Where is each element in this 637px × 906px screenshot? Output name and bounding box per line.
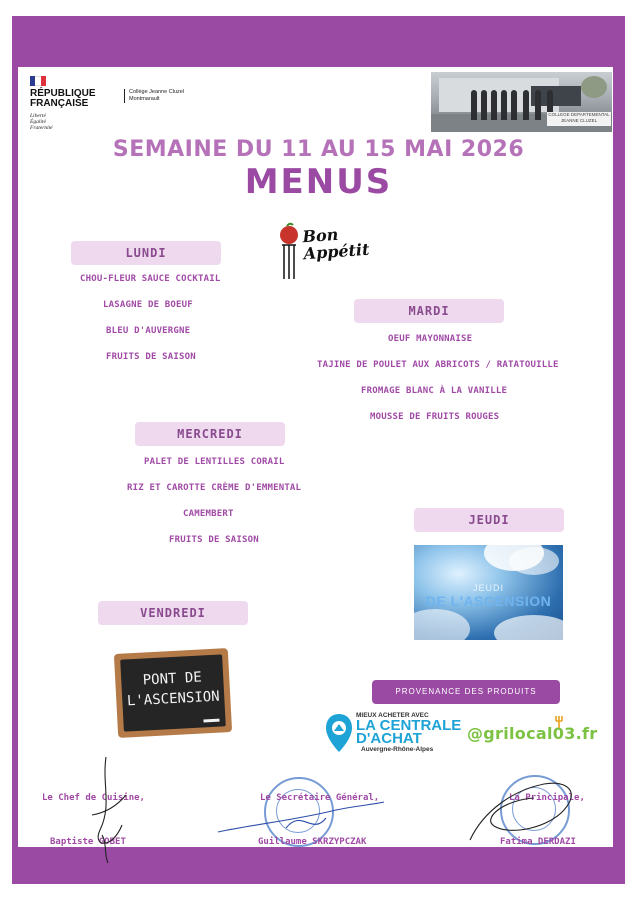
day-label-vendredi: VENDREDI [98,601,248,625]
mardi-item: FROMAGE BLANC À LA VANILLE [361,386,508,396]
mercredi-item: RIZ ET CAROTTE CRÈME D'EMMENTAL [127,483,302,493]
fork-icon [552,715,566,729]
bon-appetit-text: Bon Appétit [301,224,371,264]
chef-name: Baptiste GOBET [50,837,126,847]
mercredi-item: FRUITS DE SAISON [169,535,259,545]
lundi-item: LASAGNE DE BOEUF [103,300,193,310]
day-label-mardi: MARDI [354,299,504,323]
chalk-icon [203,719,219,723]
ascension-image-line2: DE L'ASCENSION [425,593,552,609]
agrilocal-logo: @grilocal03.fr [467,724,598,743]
photo-caption: COLLEGE DEPARTEMENTAL JEANNE CLUZEL [547,112,611,126]
republic-title: RÉPUBLIQUE FRANÇAISE [30,88,96,109]
centrale-name: LA CENTRALE D'ACHAT [356,717,462,747]
college-name: Collège Jeanne Cluzel Montmarault [124,89,184,103]
secretary-name: Guillaume SKRZYPCZAK [258,837,367,847]
chef-signature [82,755,132,865]
principal-name: Fatima DERDAZI [500,837,576,847]
menus-heading: MENUS [244,162,393,202]
chef-role: Le Chef de Cuisine, [42,793,145,803]
slate-text: PONT DE L'ASCENSION [126,669,221,710]
centrale-tagline: MIEUX ACHETER AVEC [356,712,429,719]
mercredi-item: PALET DE LENTILLES CORAIL [144,457,285,467]
chalkboard-slate [114,648,232,738]
lundi-item: BLEU D'AUVERGNE [106,326,191,336]
secretary-role: Le Secrétaire Général, [260,793,380,803]
secretary-signature [216,800,386,840]
day-label-mercredi: MERCREDI [135,422,285,446]
lundi-item: FRUITS DE SAISON [106,352,196,362]
week-title: SEMAINE DU 11 AU 15 MAI 2026 [112,137,525,162]
mardi-item: MOUSSE DE FRUITS ROUGES [370,412,500,422]
principal-signature [464,770,584,850]
republic-motto: Liberté Égalité Fraternité [30,113,53,131]
day-label-jeudi: JEUDI [414,508,564,532]
centrale-achat-pin-icon [324,712,354,754]
college-photo [431,72,612,132]
ascension-image-line1: JEUDI [472,583,504,593]
french-flag-logo [30,76,46,86]
mercredi-item: CAMEMBERT [183,509,234,519]
lundi-item: CHOU-FLEUR SAUCE COCKTAIL [80,274,221,284]
ascension-sky-image [414,545,563,640]
principal-role: La Principale, [509,793,585,803]
mardi-item: OEUF MAYONNAISE [388,334,473,344]
mardi-item: TAJINE DE POULET AUX ABRICOTS / RATATOUILLE [317,360,559,370]
day-label-lundi: LUNDI [71,241,221,265]
centrale-region: Auvergne-Rhône-Alpes [361,746,434,753]
provenance-label: PROVENANCE DES PRODUITS [372,680,560,704]
